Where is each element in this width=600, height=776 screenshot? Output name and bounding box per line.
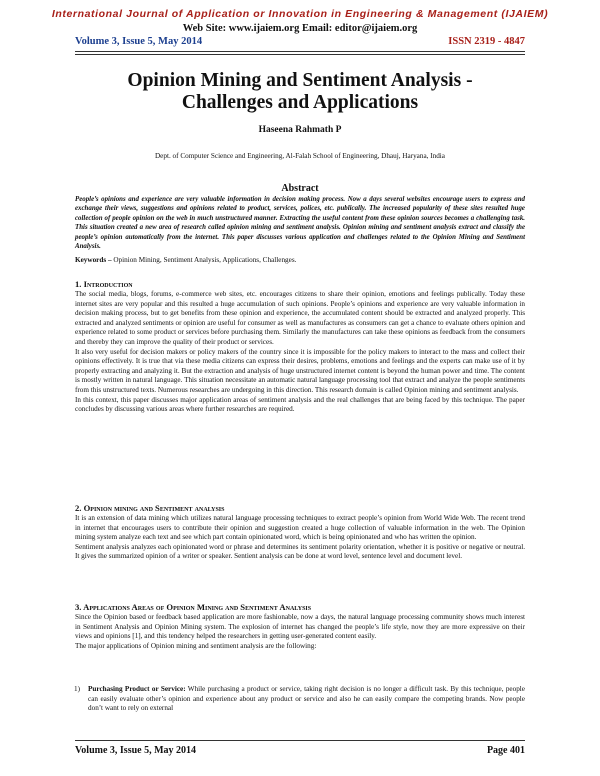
- journal-name: International Journal of Application or Innovation in Engineering & Management (IJAIEM): [51, 8, 549, 20]
- list-item-text: [88, 685, 525, 714]
- header-rule-top: [75, 51, 525, 52]
- paper-title-line1: Opinion Mining and Sentiment Analysis -: [127, 70, 473, 91]
- keywords-line: [75, 256, 525, 266]
- abstract-text: People’s opinions and experience are very valuable information in decision making process. Now a days several websites encourage users to express and exchange their views, suggestions and opinions related to product, services, polices, etc. publically. The increased popularity of these sites resulted huge collection of people opinion on the web in much unstructured manner. Extracting the useful content from these opinion sources becomes a challenging task. This situation created a new area of research called opinion mining and sentiment analysis. Opinion mining and sentiment analysis extract and classify the people’s opinion automatically from the internet. This paper discusses various application and challenges related to the Opinion Mining and Sentiment Analysis.: [75, 196, 525, 251]
- paper-title: [60, 70, 540, 114]
- section3-paragraph-1: Since the Opinion based or feedback based application are more fashionable, now a days, the natural language processing community shows much interest in Sentiment Analysis and Opinion Mining system. The explosion of internet has changed the people’s life style, now they are more expressive on their views and opinions [1], and this tendency helped the researchers in getting user-generated content easily.: [75, 613, 525, 641]
- footer-rule: [75, 740, 525, 741]
- list-item-body: While purchasing a product or service, taking right decision is no longer a difficult task. By this technique, people can easily evaluate other’s opinion and experience about any product or service and also he can easily compare the competing brands. Now people don’t want to rely on external: [88, 685, 525, 713]
- section3-body: [75, 613, 525, 651]
- header-volume: Volume 3, Issue 5, May 2014: [75, 36, 203, 47]
- section2-heading: [75, 504, 525, 514]
- list-item-number: 1): [74, 685, 80, 693]
- paper-affiliation: Dept. of Computer Science and Engineering, Al-Falah School of Engineering, Dhauj, Haryana, India: [154, 152, 445, 160]
- section2-heading-text: 2. Opinion mining and Sentiment analysis: [75, 503, 225, 513]
- paper-author: Haseena Rahmath P: [258, 125, 342, 135]
- footer-page-number: Page 401: [486, 745, 525, 756]
- section3-list-item-1: [74, 685, 525, 714]
- paper-title-line2: Challenges and Applications: [181, 92, 419, 113]
- abstract-heading: Abstract: [281, 183, 319, 194]
- header-rule-bottom: [75, 54, 525, 55]
- section1-heading: [75, 280, 525, 290]
- section1-paragraph-3: In this context, this paper discusses major application areas of sentiment analysis and the real challenges that are being faced by this technique. The paper concludes by discussing various areas where further researches are required.: [75, 395, 525, 414]
- footer-volume: Volume 3, Issue 5, May 2014: [75, 745, 197, 756]
- keywords: [75, 256, 525, 266]
- header-issn: ISSN 2319 - 4847: [448, 36, 525, 47]
- abstract-section: [75, 195, 525, 251]
- section3-heading-text: 3. Applications Areas of Opinion Mining and Sentiment Analysis: [75, 602, 312, 612]
- section3-paragraph-2: The major applications of Opinion mining and sentiment analysis are the following:: [75, 641, 317, 650]
- journal-website: Web Site: www.ijaiem.org Email: editor@ijaiem.org: [182, 23, 418, 34]
- header-volume-row: [75, 36, 525, 50]
- footer: [75, 745, 525, 759]
- section1-body: [75, 290, 525, 415]
- section1-paragraph-2: It also very useful for decision makers or policy makers of the country since it is impossible for the policy makers to interact to the mass and collect their opinions effectively. It is true that via these media citizens can express their desires, problems, emotions and feelings and the experts can make use of it by properly extracting and analyzing it. But the extraction and analysis of huge unstructured internet content is beyond the human power and time. The content is mostly written in natural language. This situation necessitate an automatic natural language processing tool that extract and analyze the people sentiments from this unstructured texts. Numerous researches are undergoing in this direction. This research domain is called Opinion mining and sentiment analysis.: [75, 347, 525, 394]
- keywords-label: Keywords –: [75, 256, 112, 264]
- section1-heading-line: [75, 280, 525, 290]
- section3-heading: [75, 603, 525, 613]
- section2-body: [75, 514, 525, 562]
- section1-title: ntroduction: [86, 279, 133, 289]
- section2-paragraph-1: It is an extension of data mining which utilizes natural language processing techniques to extract people’s opinion from World Wide Web. The recent trend in internet that encourages users to contribute their opinion and suggestion created a huge collection of valuable information in the web. The Opinion mining system analyze each text and see which part contain opinionated word, which is being opinionated and who has written the opinion.: [75, 514, 525, 542]
- section1-number: 1. I: [75, 279, 87, 289]
- section1-paragraph-1: The social media, blogs, forums, e-commerce web sites, etc. encourages citizens to share their opinion, emotions and feelings publically. Today these internet sites are very popular and this resulted a huge accumulation of such opinions. People’s opinions and experience are very valuable information in decision making process, but to get benefits from these opinion and experience, the accumulated content should be extracted and analyzed properly. This extracted and analyzed sentiments or opinion are useful for consumer as well as manufactures as consumers can get a chance to evaluate others opinion and experience related to some product or services before purchasing them. Similarly the manufactures can take these opinions as feedback from the consumers and thereby they can improve the quality of their product or services.: [75, 290, 525, 346]
- list-item-label: Purchasing Product or Service:: [88, 685, 186, 693]
- section2-paragraph-2: Sentiment analysis analyzes each opinionated word or phrase and determines its sentiment polarity orientation, whether it is positive or negative or neutral. It gives the summarized opinion of a writer or speaker. Sentient analysis can be done at word level, sentence level and document level.: [75, 542, 525, 561]
- keywords-text: Opinion Mining, Sentiment Analysis, Applications, Challenges.: [111, 256, 297, 264]
